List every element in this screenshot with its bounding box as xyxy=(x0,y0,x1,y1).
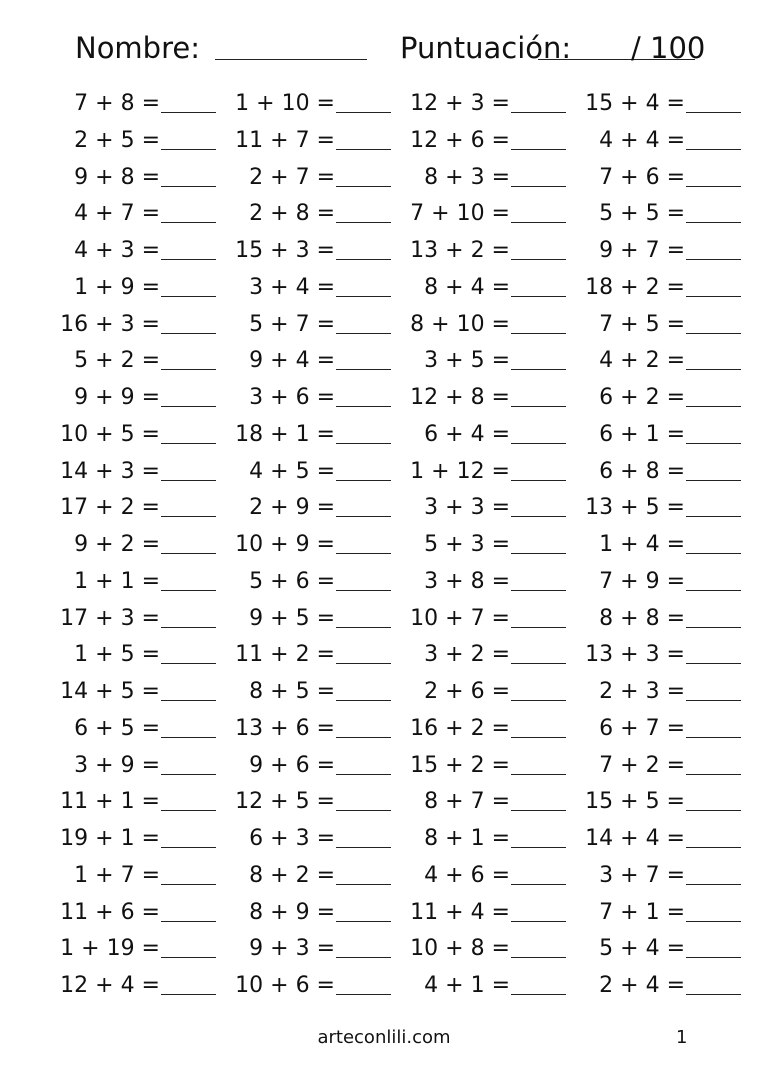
answer-blank[interactable] xyxy=(686,663,741,664)
problem-row xyxy=(375,123,550,160)
problem-row xyxy=(550,233,725,270)
problem-row xyxy=(550,674,725,711)
problem-row xyxy=(25,601,200,638)
answer-blank[interactable] xyxy=(686,627,741,628)
problem-expression: 9 + 3 = xyxy=(249,936,335,962)
problem-expression: 8 + 3 = xyxy=(424,164,510,190)
problem-row xyxy=(375,307,550,344)
problem-row xyxy=(25,858,200,895)
problem-expression: 10 + 5 = xyxy=(60,421,160,447)
problem-expression: 3 + 7 = xyxy=(599,862,685,888)
problem-row xyxy=(200,527,375,564)
problem-expression: 15 + 5 = xyxy=(585,789,685,815)
problem-expression: 1 + 12 = xyxy=(410,458,510,484)
answer-blank[interactable] xyxy=(686,810,741,811)
name-label: Nombre: xyxy=(75,31,200,65)
answer-blank[interactable] xyxy=(686,994,741,995)
page-number: 1 xyxy=(676,1027,688,1048)
problem-expression: 6 + 3 = xyxy=(249,826,335,851)
problem-expression: 7 + 8 = xyxy=(74,91,160,116)
problem-expression: 1 + 1 = xyxy=(74,568,160,594)
problem-row xyxy=(200,123,375,160)
problem-row xyxy=(375,417,550,454)
answer-blank[interactable] xyxy=(686,369,741,370)
problem-expression: 7 + 9 = xyxy=(599,568,685,594)
problem-row xyxy=(25,123,200,160)
problem-row xyxy=(375,968,550,1005)
problem-row xyxy=(375,454,550,491)
answer-blank[interactable] xyxy=(686,480,741,481)
answer-blank[interactable] xyxy=(686,443,741,444)
problem-row xyxy=(25,490,200,527)
score-label: Puntuación: xyxy=(400,31,572,65)
problem-row xyxy=(550,196,725,233)
answer-blank[interactable] xyxy=(686,149,741,150)
problem-expression: 6 + 5 = xyxy=(74,715,160,741)
problem-row xyxy=(25,637,200,674)
problem-row xyxy=(200,931,375,968)
problem-row xyxy=(200,86,375,123)
problem-row xyxy=(550,601,725,638)
problem-expression: 13 + 3 = xyxy=(585,642,685,668)
problem-expression: 8 + 5 = xyxy=(249,679,335,704)
problem-row xyxy=(375,637,550,674)
problem-row xyxy=(25,931,200,968)
problem-expression: 12 + 4 = xyxy=(60,973,160,998)
problem-row xyxy=(375,711,550,748)
problem-expression: 2 + 7 = xyxy=(249,164,335,190)
problem-expression: 6 + 2 = xyxy=(599,385,685,410)
problem-row xyxy=(550,637,725,674)
problem-expression: 11 + 4 = xyxy=(410,899,510,925)
problem-expression: 10 + 7 = xyxy=(410,605,510,631)
problem-expression: 10 + 8 = xyxy=(410,936,510,962)
problem-row xyxy=(375,160,550,197)
problem-row xyxy=(200,490,375,527)
problem-row xyxy=(200,270,375,307)
problem-row xyxy=(200,858,375,895)
problem-row xyxy=(25,748,200,785)
problem-expression: 13 + 6 = xyxy=(235,715,335,741)
problem-row xyxy=(375,821,550,858)
problem-row xyxy=(25,821,200,858)
problem-expression: 6 + 7 = xyxy=(599,715,685,741)
problem-row xyxy=(550,270,725,307)
problem-expression: 1 + 19 = xyxy=(60,936,160,962)
problem-expression: 5 + 4 = xyxy=(599,936,685,962)
problem-expression: 8 + 10 = xyxy=(410,311,510,337)
problem-row xyxy=(25,711,200,748)
problem-expression: 2 + 3 = xyxy=(599,679,685,704)
problem-expression: 8 + 2 = xyxy=(249,862,335,888)
problem-expression: 4 + 6 = xyxy=(424,862,510,888)
problem-column xyxy=(25,86,200,1005)
answer-blank[interactable] xyxy=(686,957,741,958)
problem-row xyxy=(200,380,375,417)
problem-row xyxy=(25,160,200,197)
problem-expression: 1 + 4 = xyxy=(599,532,685,557)
problem-row xyxy=(375,270,550,307)
problem-row xyxy=(200,307,375,344)
problem-expression: 8 + 9 = xyxy=(249,899,335,925)
problem-row xyxy=(550,784,725,821)
problem-row xyxy=(550,160,725,197)
problem-expression: 13 + 2 = xyxy=(410,238,510,263)
answer-blank[interactable] xyxy=(686,516,741,517)
problem-expression: 9 + 8 = xyxy=(74,164,160,190)
problem-expression: 9 + 6 = xyxy=(249,752,335,778)
problem-expression: 4 + 3 = xyxy=(74,238,160,263)
problem-row xyxy=(375,564,550,601)
problem-row xyxy=(200,711,375,748)
problem-row xyxy=(550,527,725,564)
name-blank-line[interactable] xyxy=(215,59,367,60)
problem-expression: 7 + 10 = xyxy=(410,201,510,227)
answer-blank[interactable] xyxy=(686,406,741,407)
problem-row xyxy=(200,233,375,270)
problem-expression: 3 + 8 = xyxy=(424,568,510,594)
problem-expression: 9 + 9 = xyxy=(74,385,160,410)
problem-expression: 10 + 6 = xyxy=(235,973,335,998)
problem-expression: 11 + 1 = xyxy=(60,789,160,815)
problem-expression: 5 + 2 = xyxy=(74,348,160,374)
problem-row xyxy=(375,196,550,233)
problem-expression: 2 + 4 = xyxy=(599,973,685,998)
problem-row xyxy=(550,343,725,380)
problem-expression: 9 + 2 = xyxy=(74,532,160,557)
answer-blank[interactable] xyxy=(686,333,741,334)
problem-row xyxy=(200,637,375,674)
problem-row xyxy=(375,674,550,711)
answer-blank[interactable] xyxy=(686,921,741,922)
problem-row xyxy=(550,821,725,858)
problem-expression: 1 + 7 = xyxy=(74,862,160,888)
problem-row xyxy=(25,564,200,601)
problem-expression: 6 + 4 = xyxy=(424,421,510,447)
problem-row xyxy=(25,307,200,344)
problem-expression: 8 + 1 = xyxy=(424,826,510,851)
problem-column xyxy=(200,86,375,1005)
problem-expression: 7 + 5 = xyxy=(599,311,685,337)
answer-blank[interactable] xyxy=(686,774,741,775)
problem-row xyxy=(550,417,725,454)
problem-row xyxy=(550,748,725,785)
problem-expression: 18 + 2 = xyxy=(585,274,685,300)
problem-expression: 9 + 7 = xyxy=(599,238,685,263)
problem-expression: 19 + 1 = xyxy=(60,826,160,851)
problem-row xyxy=(550,895,725,932)
problem-expression: 3 + 9 = xyxy=(74,752,160,778)
problem-row xyxy=(25,895,200,932)
problem-row xyxy=(375,86,550,123)
problem-expression: 11 + 6 = xyxy=(60,899,160,925)
answer-blank[interactable] xyxy=(686,737,741,738)
problem-expression: 5 + 3 = xyxy=(424,532,510,557)
problem-row xyxy=(375,527,550,564)
problem-row xyxy=(200,343,375,380)
problem-row xyxy=(200,784,375,821)
problem-row xyxy=(25,454,200,491)
problem-expression: 1 + 9 = xyxy=(74,274,160,300)
answer-blank[interactable] xyxy=(686,222,741,223)
problem-row xyxy=(550,86,725,123)
problem-row xyxy=(25,380,200,417)
problem-row xyxy=(375,601,550,638)
problem-expression: 10 + 9 = xyxy=(235,532,335,557)
answer-blank[interactable] xyxy=(686,884,741,885)
answer-blank[interactable] xyxy=(686,296,741,297)
problem-expression: 17 + 2 = xyxy=(60,495,160,521)
problem-row xyxy=(375,343,550,380)
problem-row xyxy=(550,564,725,601)
problem-expression: 7 + 1 = xyxy=(599,899,685,925)
problem-row xyxy=(200,601,375,638)
problem-row xyxy=(200,564,375,601)
problem-row xyxy=(200,417,375,454)
problem-expression: 14 + 3 = xyxy=(60,458,160,484)
problem-row xyxy=(200,196,375,233)
problem-row xyxy=(25,233,200,270)
problem-row xyxy=(550,968,725,1005)
problem-expression: 8 + 7 = xyxy=(424,789,510,815)
answer-blank[interactable] xyxy=(686,112,741,113)
problem-expression: 3 + 4 = xyxy=(249,274,335,300)
problem-row xyxy=(550,307,725,344)
problem-row xyxy=(375,858,550,895)
problem-expression: 2 + 5 = xyxy=(74,127,160,153)
score-total: / 100 xyxy=(631,31,706,65)
problem-row xyxy=(550,490,725,527)
problem-row xyxy=(200,895,375,932)
problem-row xyxy=(200,454,375,491)
problem-expression: 6 + 8 = xyxy=(599,458,685,484)
problem-expression: 14 + 4 = xyxy=(585,826,685,851)
problem-row xyxy=(375,784,550,821)
problem-expression: 15 + 4 = xyxy=(585,91,685,116)
answer-blank[interactable] xyxy=(686,590,741,591)
problem-expression: 4 + 4 = xyxy=(599,127,685,153)
problem-expression: 12 + 6 = xyxy=(410,127,510,153)
problem-row xyxy=(200,160,375,197)
worksheet-header xyxy=(0,28,768,72)
problem-expression: 13 + 5 = xyxy=(585,495,685,521)
problem-expression: 5 + 5 = xyxy=(599,201,685,227)
problem-row xyxy=(200,748,375,785)
problem-expression: 15 + 2 = xyxy=(410,752,510,778)
problem-row xyxy=(25,86,200,123)
answer-blank[interactable] xyxy=(686,847,741,848)
problem-expression: 11 + 7 = xyxy=(235,127,335,153)
problem-row xyxy=(375,748,550,785)
problem-expression: 16 + 3 = xyxy=(60,311,160,337)
problem-row xyxy=(550,711,725,748)
problem-expression: 5 + 7 = xyxy=(249,311,335,337)
problem-row xyxy=(25,343,200,380)
problem-expression: 7 + 2 = xyxy=(599,752,685,778)
problem-expression: 1 + 5 = xyxy=(74,642,160,668)
problem-expression: 4 + 1 = xyxy=(424,973,510,998)
problem-expression: 6 + 1 = xyxy=(599,421,685,447)
problem-expression: 14 + 5 = xyxy=(60,679,160,704)
problem-expression: 8 + 8 = xyxy=(599,605,685,631)
problem-expression: 17 + 3 = xyxy=(60,605,160,631)
problem-row xyxy=(550,123,725,160)
answer-blank[interactable] xyxy=(686,259,741,260)
problem-row xyxy=(25,417,200,454)
problem-row xyxy=(25,784,200,821)
problem-expression: 3 + 6 = xyxy=(249,385,335,410)
problem-row xyxy=(550,858,725,895)
problem-expression: 9 + 4 = xyxy=(249,348,335,374)
problem-row xyxy=(25,527,200,564)
problem-expression: 9 + 5 = xyxy=(249,605,335,631)
problem-expression: 15 + 3 = xyxy=(235,238,335,263)
problem-expression: 16 + 2 = xyxy=(410,715,510,741)
problem-expression: 3 + 3 = xyxy=(424,495,510,521)
problem-column xyxy=(550,86,725,1005)
problem-expression: 7 + 6 = xyxy=(599,164,685,190)
problem-row xyxy=(200,821,375,858)
problem-expression: 8 + 4 = xyxy=(424,274,510,300)
problem-row xyxy=(25,674,200,711)
problem-row xyxy=(375,490,550,527)
footer-site: arteconlili.com xyxy=(317,1027,451,1048)
problem-row xyxy=(375,895,550,932)
problem-row xyxy=(375,233,550,270)
problem-expression: 4 + 2 = xyxy=(599,348,685,374)
problem-expression: 2 + 9 = xyxy=(249,495,335,521)
problem-column xyxy=(375,86,550,1005)
problem-row xyxy=(200,968,375,1005)
problem-row xyxy=(550,380,725,417)
problem-expression: 11 + 2 = xyxy=(235,642,335,668)
problem-row xyxy=(200,674,375,711)
problem-expression: 18 + 1 = xyxy=(235,421,335,447)
problem-expression: 12 + 8 = xyxy=(410,385,510,410)
answer-blank[interactable] xyxy=(686,186,741,187)
problem-expression: 4 + 5 = xyxy=(249,458,335,484)
problem-row xyxy=(550,931,725,968)
problem-expression: 5 + 6 = xyxy=(249,568,335,594)
problem-row xyxy=(25,968,200,1005)
problem-expression: 12 + 3 = xyxy=(410,91,510,116)
problem-expression: 2 + 8 = xyxy=(249,201,335,227)
problem-expression: 2 + 6 = xyxy=(424,679,510,704)
problem-expression: 3 + 5 = xyxy=(424,348,510,374)
problem-row xyxy=(375,380,550,417)
problem-expression: 4 + 7 = xyxy=(74,201,160,227)
problem-row xyxy=(25,196,200,233)
problem-row xyxy=(375,931,550,968)
problem-row xyxy=(550,454,725,491)
answer-blank[interactable] xyxy=(686,700,741,701)
answer-blank[interactable] xyxy=(686,553,741,554)
problem-row xyxy=(25,270,200,307)
problem-expression: 12 + 5 = xyxy=(235,789,335,815)
problem-expression: 3 + 2 = xyxy=(424,642,510,668)
problem-expression: 1 + 10 = xyxy=(235,91,335,116)
